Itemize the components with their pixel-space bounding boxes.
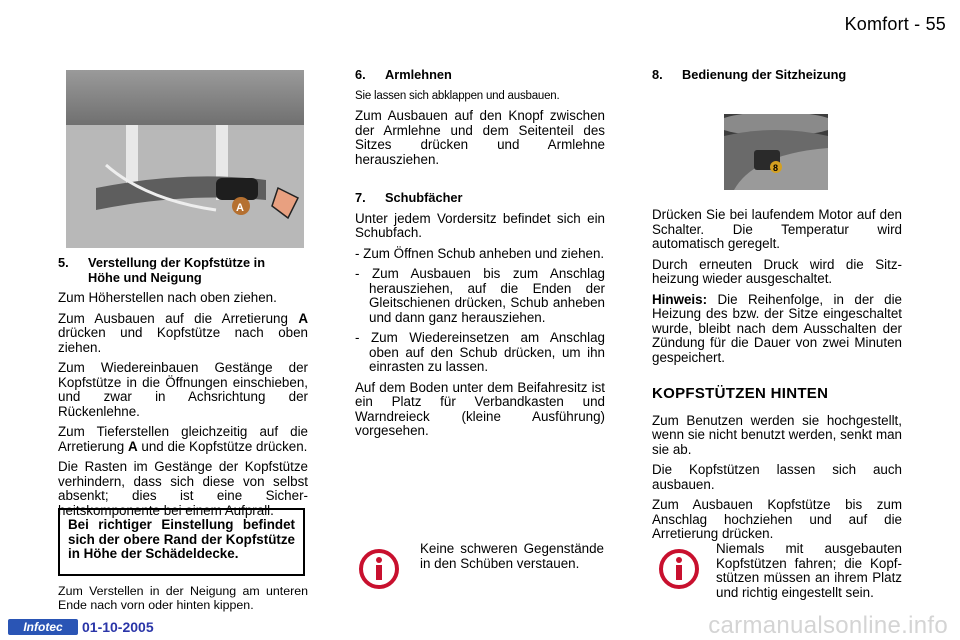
paragraph: Sie lassen sich abklappen und ausbauen. <box>355 89 560 102</box>
seat-heating-photo <box>724 114 828 190</box>
paragraph: Zum Ausbauen auf die Arretierung A drücken und Kopfstütze nach oben ziehen. <box>58 310 308 355</box>
paragraph: Zum Ausbauen auf den Knopf zwischen der Armlehne und dem Seitenteil des Sitzes drücken und Armlehne herausziehen. <box>355 108 605 167</box>
info-icon <box>358 548 400 595</box>
column-2 <box>355 68 605 445</box>
paragraph: Zum Benutzen werden sie hochgestellt, wenn sie nicht benutzt werden, senkt man sie ab. <box>652 412 902 457</box>
section-heading: KOPFSTÜTZEN HINTEN <box>652 385 829 402</box>
watermark: carmanualsonline.info <box>708 612 948 639</box>
label-a: A <box>236 202 244 214</box>
page-title: Komfort - 55 <box>844 14 946 34</box>
info-text: Keine schweren Gegenstände in den Schüben verstauen. <box>420 541 604 571</box>
list-item: - Zum Wiedereinsetzen am Anschlag oben auf den Schub drücken, um ihn einrasten zu lassen. <box>355 330 605 374</box>
list-item: - Zum Öffnen Schub anheben und ziehen. <box>355 245 605 261</box>
paragraph: Zum Ausbauen Kopfstütze bis zum Anschlag hochziehen und auf die Arretierung drücken. <box>652 497 902 541</box>
paragraph: Die Rasten im Gestänge der Kopfstütze verhindern, dass sich diese von selbst absenkt; dies ist eine Sicherheitskomponente bei einem Aufprall. <box>58 459 308 518</box>
column-3-body <box>652 208 902 548</box>
section-7-heading: 7. Schubfächer <box>355 190 463 205</box>
paragraph: Die Kopfstützen lassen sich auch ausbauen. <box>652 462 902 492</box>
paragraph: Drücken Sie bei laufendem Motor auf den Schalter. Die Temperatur wird automatisch geregelt. <box>652 207 902 251</box>
paragraph: Zum Wiedereinbauen Gestänge der Kopfstütze in die Öffnungen einschieben, und zwar in Achsrichtung der Rückenlehne. <box>58 360 308 419</box>
paragraph: Zum Höherstellen nach oben ziehen. <box>58 290 277 305</box>
list-item: - Zum Ausbauen bis zum Anschlag herausziehen, auf die Enden der Gleitschienen drücken, Schub anheben und dann ganz herausziehen. <box>355 266 605 325</box>
footer-date: 01-10-2005 <box>82 619 154 635</box>
info-text: Niemals mit ausgebauten Kopfstützen fahren; die Kopfstützen müssen an ihrem Platz und richtig eingestellt sein. <box>716 541 902 600</box>
section-6-heading: 6. Armlehnen <box>355 67 452 82</box>
section-8-heading: 8. Bedienung der Sitzheizung <box>652 67 847 82</box>
column-3 <box>652 68 902 89</box>
info-icon <box>658 548 700 595</box>
paragraph: Durch erneuten Druck wird die Sitzheizung wieder ausgeschaltet. <box>652 256 902 286</box>
headrest-photo <box>66 70 304 248</box>
paragraph: Hinweis: Die Reihenfolge, in der die Heizung des bzw. der Sitze eingeschaltet wurde, bleibt nach dem Ausschalten der Zündung für die Dauer von zwei Minuten gespeichert. <box>652 291 902 365</box>
bottom-note: Zum Verstellen in der Neigung am unteren Ende nach vorn oder hinten kippen. <box>58 584 308 612</box>
paragraph: Auf dem Boden unter dem Beifahresitz ist ein Platz für Verbandkasten und Warndreieck (kleine Ausführung) vorgesehen. <box>355 379 605 438</box>
paragraph: Zum Tieferstellen gleichzeitig auf die Arretierung A und die Kopfstütze drücken. <box>58 424 308 454</box>
paragraph: Unter jedem Vordersitz befindet sich ein Schubfach. <box>355 210 605 240</box>
svg-text:8: 8 <box>773 163 779 173</box>
note-box: Bei richtiger Einstellung befindet sich der obere Rand der Kopfstütze in Höhe der Schädeldecke. <box>58 508 305 576</box>
column-1 <box>58 256 308 524</box>
section-5-heading: 5. Verstellung der Kopfstütze in Höhe und Neigung <box>58 255 266 285</box>
infotec-logo: Infotec <box>8 619 78 635</box>
